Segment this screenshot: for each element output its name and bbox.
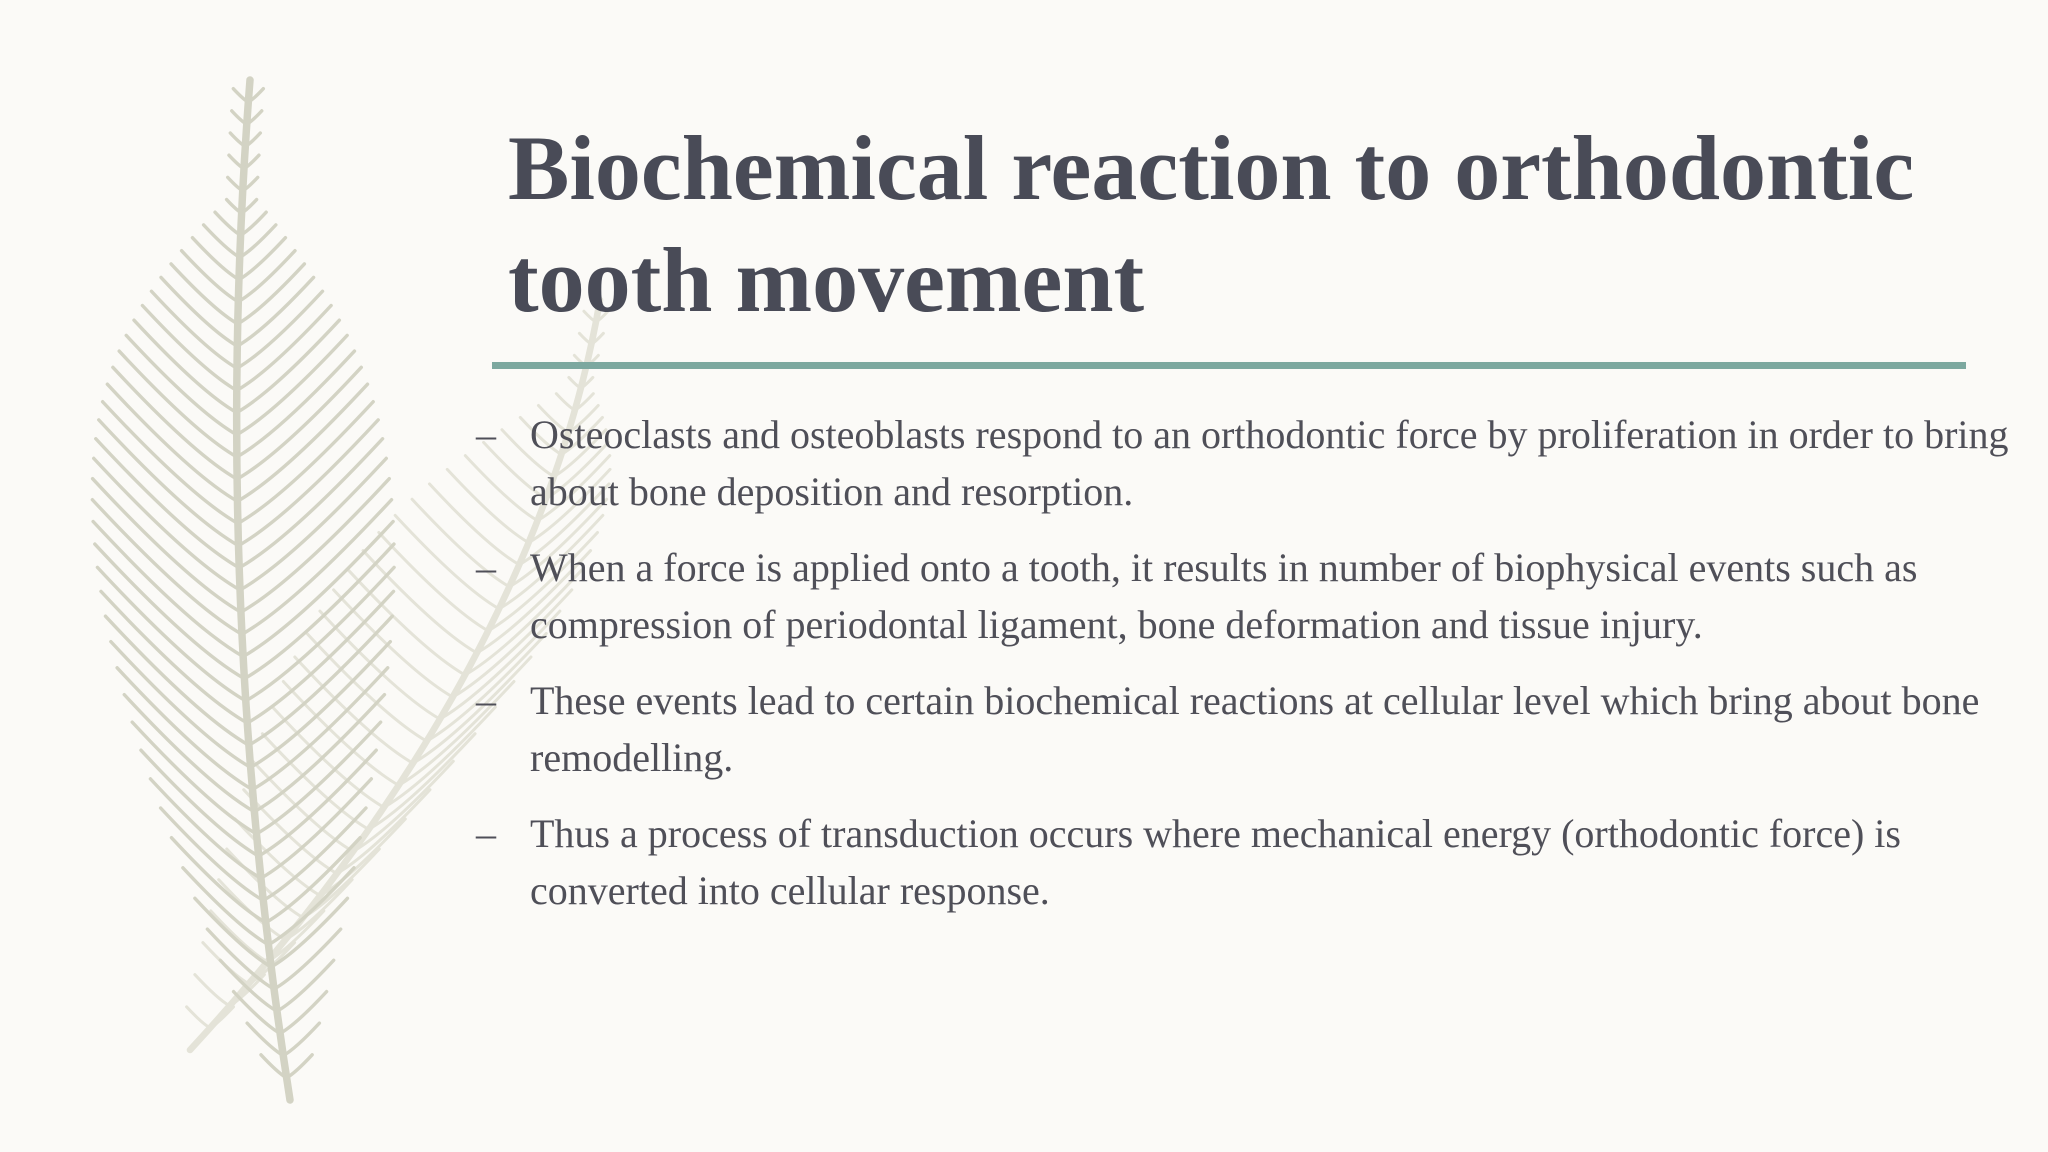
bullet-dash-icon: – xyxy=(476,545,496,590)
bullet-text: These events lead to certain biochemical reactions at cellular level which bring about bone remodelling. xyxy=(530,678,1980,780)
list-item xyxy=(476,805,2016,919)
list-item xyxy=(476,406,2016,520)
bullet-text: When a force is applied onto a tooth, it results in number of biophysical events such as compression of periodontal ligament, bone deformation and tissue injury. xyxy=(530,545,1918,647)
bullet-text: Osteoclasts and osteoblasts respond to an orthodontic force by proliferation in order to bring about bone deposition and resorption. xyxy=(530,412,2009,514)
list-item xyxy=(476,539,2016,653)
page-title: Biochemical reaction to orthodontic tooth movement xyxy=(508,117,1915,331)
bullet-dash-icon: – xyxy=(476,412,496,457)
bullet-dash-icon: – xyxy=(476,811,496,856)
list-item xyxy=(476,672,2016,786)
bullet-list xyxy=(476,406,2016,938)
bullet-dash-icon: – xyxy=(476,678,496,723)
title-divider xyxy=(492,362,1966,369)
bullet-text: Thus a process of transduction occurs where mechanical energy (orthodontic force) is converted into cellular response. xyxy=(530,811,1901,913)
